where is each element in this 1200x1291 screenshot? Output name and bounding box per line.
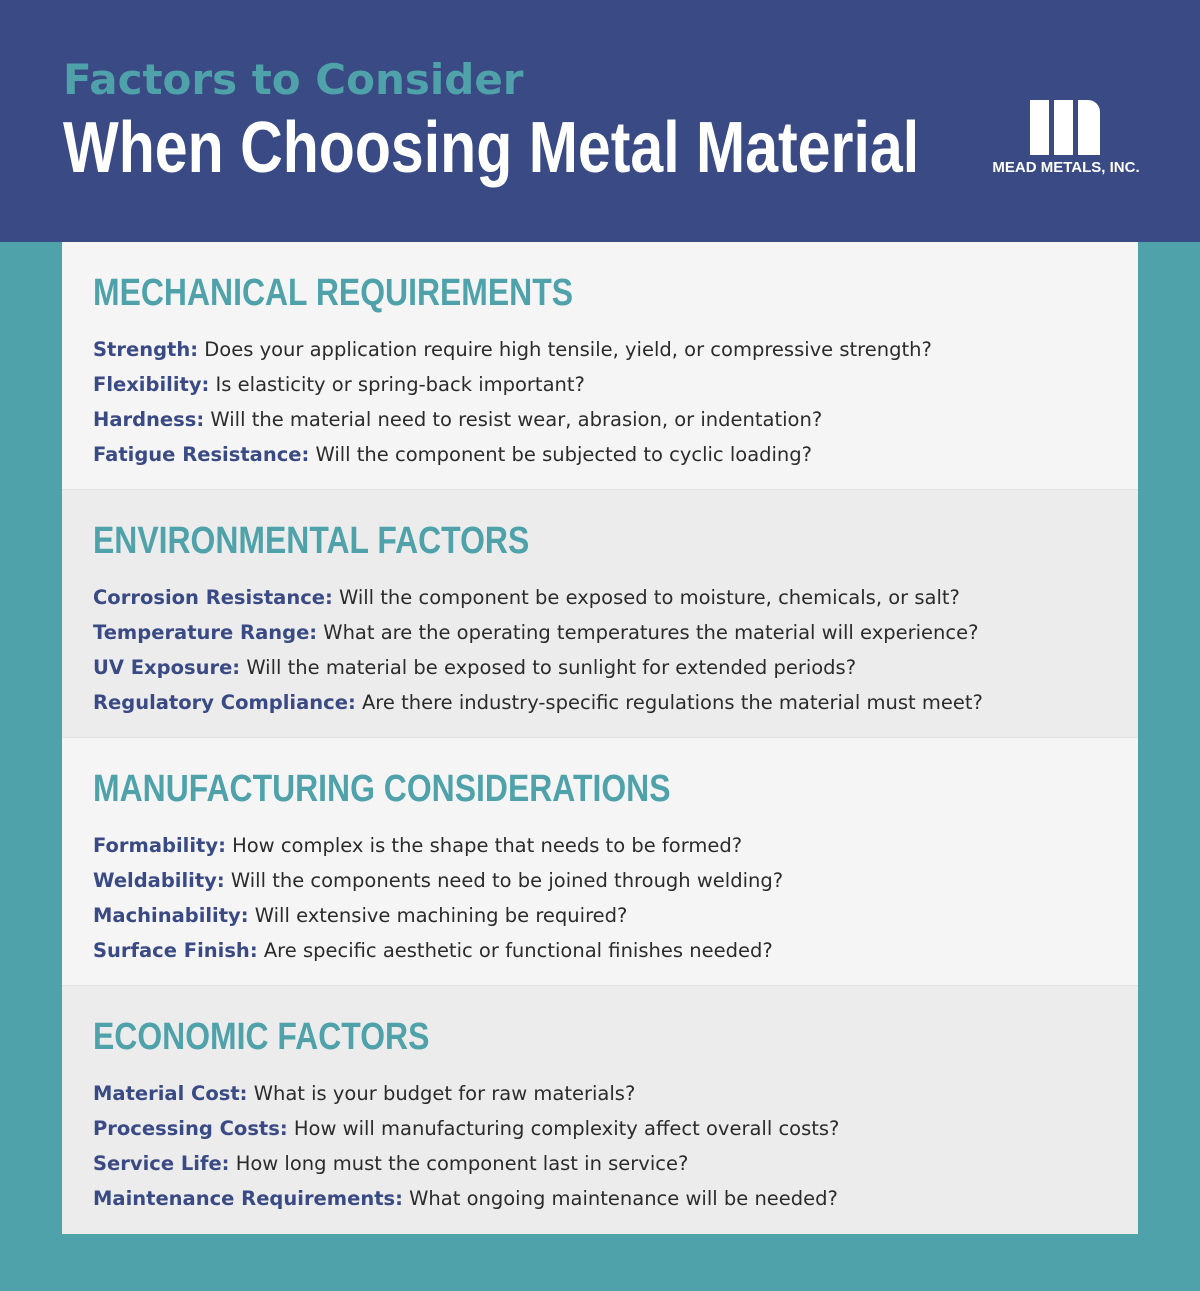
- header-banner: [0, 0, 1200, 242]
- factor-label: Service Life:: [93, 1152, 230, 1175]
- factor-question: Will the material need to resist wear, abrasion, or indentation?: [210, 408, 823, 431]
- factor-item: [93, 402, 1138, 437]
- factor-label: Surface Finish:: [93, 939, 258, 962]
- factor-label: Maintenance Requirements:: [93, 1187, 403, 1210]
- factor-label: Processing Costs:: [93, 1117, 288, 1140]
- factor-label: Flexibility:: [93, 373, 210, 396]
- section-heading: MANUFACTURING CONSIDERATIONS: [93, 768, 671, 810]
- section-manufacturing-considerations: [62, 738, 1138, 986]
- factor-item: [93, 437, 1138, 472]
- factor-label: Material Cost:: [93, 1082, 248, 1105]
- factor-item: [93, 332, 1138, 367]
- section-mechanical-requirements: [62, 242, 1138, 490]
- factor-question: Will the component be exposed to moisture, chemicals, or salt?: [338, 586, 960, 609]
- factor-item: [93, 615, 1138, 650]
- factor-question: Will the material be exposed to sunlight for extended periods?: [246, 656, 857, 679]
- section-heading: MECHANICAL REQUIREMENTS: [93, 272, 574, 314]
- factor-question: Will the component be subjected to cyclic loading?: [315, 443, 813, 466]
- mead-metals-logo-icon: [1030, 100, 1100, 155]
- factor-label: Fatigue Resistance:: [93, 443, 310, 466]
- factor-question: Will the components need to be joined through welding?: [230, 869, 784, 892]
- section-environmental-factors: [62, 490, 1138, 738]
- logo-wordmark: MEAD METALS, INC.: [992, 159, 1140, 176]
- factor-label: Regulatory Compliance:: [93, 691, 356, 714]
- page-subtitle: Factors to Consider: [63, 55, 524, 104]
- factor-question: What is your budget for raw materials?: [253, 1082, 636, 1105]
- factor-item: [93, 1076, 1138, 1111]
- factor-label: Hardness:: [93, 408, 205, 431]
- factor-label: Corrosion Resistance:: [93, 586, 333, 609]
- factor-item: [93, 367, 1138, 402]
- factor-question: Does your application require high tensile, yield, or compressive strength?: [204, 338, 932, 361]
- factor-label: Formability:: [93, 834, 226, 857]
- company-logo: [990, 100, 1142, 180]
- factor-item: [93, 933, 1138, 968]
- factor-item: [93, 828, 1138, 863]
- factor-question: What ongoing maintenance will be needed?: [409, 1187, 838, 1210]
- factor-label: Strength:: [93, 338, 199, 361]
- page-title: When Choosing Metal Material: [63, 108, 920, 188]
- factor-item: [93, 863, 1138, 898]
- factor-question: Is elasticity or spring-back important?: [215, 373, 585, 396]
- section-heading: ENVIRONMENTAL FACTORS: [93, 520, 530, 562]
- factor-question: What are the operating temperatures the material will experience?: [323, 621, 979, 644]
- factor-item: [93, 580, 1138, 615]
- factor-item: [93, 1146, 1138, 1181]
- factor-item: [93, 898, 1138, 933]
- factors-panel: [62, 242, 1138, 1234]
- section-heading: ECONOMIC FACTORS: [93, 1016, 430, 1058]
- factor-item: [93, 685, 1138, 720]
- factor-label: Machinability:: [93, 904, 249, 927]
- factor-label: Temperature Range:: [93, 621, 318, 644]
- factor-question: How complex is the shape that needs to be formed?: [232, 834, 743, 857]
- section-economic-factors: [62, 986, 1138, 1234]
- factor-item: [93, 1111, 1138, 1146]
- factor-question: Will extensive machining be required?: [254, 904, 628, 927]
- factor-question: How will manufacturing complexity affect overall costs?: [293, 1117, 840, 1140]
- factor-question: How long must the component last in service?: [235, 1152, 689, 1175]
- factor-label: Weldability:: [93, 869, 225, 892]
- factor-question: Are specific aesthetic or functional finishes needed?: [263, 939, 773, 962]
- factor-item: [93, 1181, 1138, 1216]
- factor-question: Are there industry-specific regulations the material must meet?: [361, 691, 983, 714]
- factor-item: [93, 650, 1138, 685]
- factor-label: UV Exposure:: [93, 656, 241, 679]
